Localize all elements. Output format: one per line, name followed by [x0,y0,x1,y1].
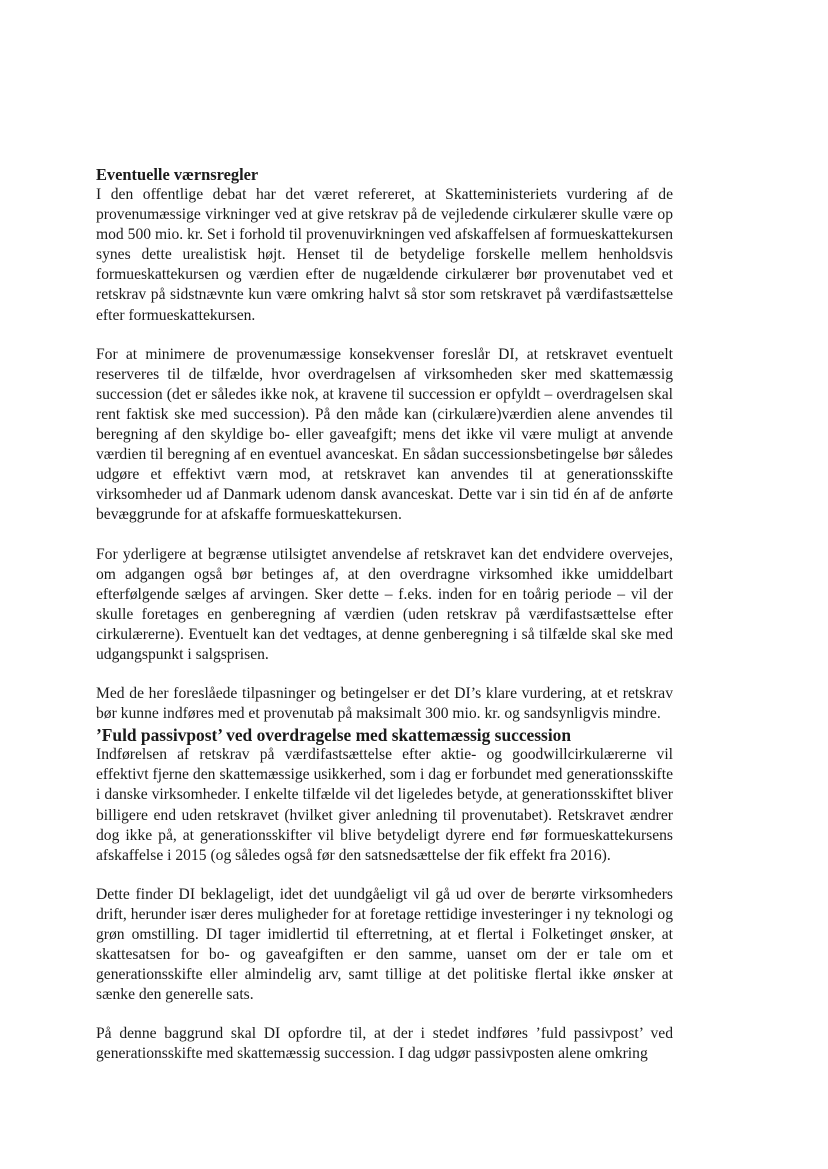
section-heading-full-liability-item: ’Fuld passivpost’ ved overdragelse med skattemæssig succession [96,725,572,746]
section-heading-protection-rules: Eventuelle værnsregler [96,165,259,184]
paragraph: Med de her foreslåede tilpasninger og betingelser er det DI’s klare vurdering, at et retskrav bør kunne indføres med et provenutab på maksimalt 300 mio. kr. og sandsynligvis mindre. [96,685,673,723]
document-page [96,165,673,1065]
paragraph: Dette finder DI beklageligt, idet det uundgåeligt vil gå ud over de berørte virksomheders drift, herunder især deres muligheder for at foretage rettidige investeringer i ny teknologi og grøn omstilling. DI tager imidlertid til efterretning, at et flertal i Folketinget ønsker, at skattesatsen for bo- og gaveafgiften er den samme, uanset om der er tale om et generationsskifte eller almindelig arv, samt tillige at det politiske flertal ikke ønsker at sænke den generelle sats. [96,885,673,1004]
paragraph: For at minimere de provenumæssige konsekvenser foreslår DI, at retskravet eventuelt reserveres til de tilfælde, hvor overdragelsen af virksomheden sker med skattemæssig succession (det er således ikke nok, at kravene til succession er opfyldt – overdragelsen skal rent faktisk ske med succession). På den måde kan (cirkulære)værdien alene anvendes til beregning af den skyldige bo- eller gaveafgift; mens det ikke vil være muligt at anvende værdien til beregning af en eventuel avanceskat. En sådan successionsbetingelse bør således udgøre et effektivt værn mod, at retskravet kan anvendes til at generationsskifte virksomheder ud af Danmark udenom dansk avanceskat. Dette var i sin tid én af de anførte bevæggrunde for at afskaffe formueskattekursen. [96,345,673,524]
paragraph: I den offentlige debat har det været refereret, at Skatteministeriets vurdering af de provenumæssige virkninger ved at give retskrav på de vejledende cirkulærer skulle være op mod 500 mio. kr. Set i forhold til provenuvirkningen ved afskaffelsen af formueskattekursen synes dette urealistisk højt. Henset til de betydelige forskelle mellem henholdsvis formueskattekursen og værdien efter de nugældende cirkulærer bør provenutabet ved et retskrav på sidstnævnte kun være omkring halvt så stor som retskravet på værdifastsættelse efter formueskattekursen. [96,186,673,324]
paragraph: Indførelsen af retskrav på værdifastsættelse efter aktie- og goodwillcirkulærerne vil effektivt fjerne den skattemæssige usikkerhed, som i dag er forbundet med generationsskifte i danske virksomheder. I enkelte tilfælde vil det ligeledes betyde, at generationsskiftet bliver billigere end uden retskravet (hvilket giver anledning til provenutabet). Retskravet ændrer dog ikke på, at generationsskifter vil blive betydeligt dyrere end før formueskattekursens afskaffelse i 2015 (og således også før den satsnedsættelse der fik effekt fra 2016). [96,746,673,864]
paragraph: På denne baggrund skal DI opfordre til, at der i stedet indføres ’fuld passivpost’ ved generationsskifte med skattemæssig succession. I dag udgør passivposten alene omkring [96,1025,673,1063]
paragraph: For yderligere at begrænse utilsigtet anvendelse af retskravet kan det endvidere overvejes, om adgangen også bør betinges af, at den overdragne virksomhed ikke umiddelbart efterfølgende sælges af arvingen. Sker dette – f.eks. inden for en toårig periode – vil der skulle foretages en genberegning af værdien (uden retskrav på værdifastsættelse efter cirkulærerne). Eventuelt kan det vedtages, at denne genberegning i så tilfælde skal ske med udgangspunkt i salgsprisen. [96,545,673,663]
